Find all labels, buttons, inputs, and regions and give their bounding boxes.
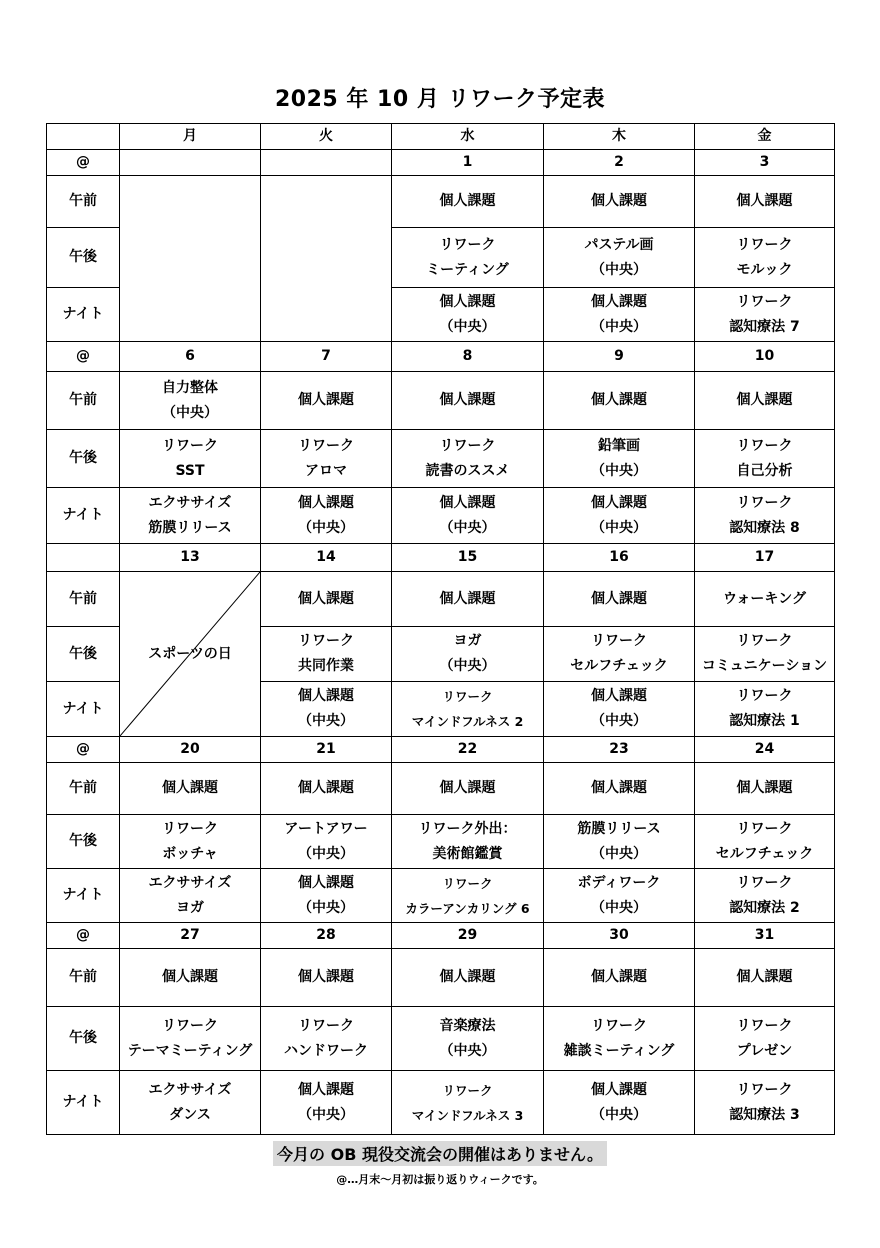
empty-merged-cell: [261, 176, 392, 342]
week-marker: @: [47, 923, 120, 949]
week-marker: @: [47, 342, 120, 372]
date-cell: 20: [120, 737, 261, 763]
activity-line: 美術館鑑賞: [432, 845, 503, 862]
slot-label: ナイト: [47, 682, 120, 737]
activity-line: マインドフルネス 2: [411, 714, 524, 729]
activity-line: 個人課題: [439, 494, 496, 511]
activity-line: リワーク: [442, 689, 493, 704]
schedule-cell: [392, 949, 544, 1007]
schedule-cell: [392, 176, 544, 228]
schedule-cell: [544, 627, 695, 682]
activity-line: 個人課題: [591, 688, 647, 704]
activity-line: カラーアンカリング 6: [405, 900, 530, 916]
holiday-label: スポーツの日: [148, 646, 232, 662]
schedule-cell: [392, 228, 544, 288]
day-header: 火: [261, 124, 392, 150]
slot-label: ナイト: [47, 488, 120, 544]
slot-label: 午後: [47, 815, 120, 869]
date-cell: 7: [261, 342, 392, 372]
activity-line: リワーク: [591, 633, 647, 649]
date-cell: 2: [544, 150, 695, 176]
schedule-cell: [261, 682, 392, 737]
schedule-cell: [261, 815, 392, 869]
schedule-cell: [392, 430, 544, 488]
day-header: 木: [544, 124, 695, 150]
activity-line: テーマミーティング: [127, 1042, 253, 1059]
schedule-cell: [544, 372, 695, 430]
date-cell: 16: [544, 544, 695, 572]
activity-line: リワーク: [442, 875, 493, 891]
schedule-cell: [695, 430, 835, 488]
activity-line: リワーク外出：: [418, 820, 517, 837]
schedule-cell: [392, 1071, 544, 1135]
slot-label: ナイト: [47, 1071, 120, 1135]
schedule-cell: [392, 488, 544, 544]
day-header: 月: [120, 124, 261, 150]
schedule-cell: [120, 869, 261, 923]
activity-line: SST: [175, 462, 205, 479]
slot-row-pm: [47, 430, 835, 488]
activity-line: 音楽療法: [439, 1017, 496, 1034]
activity-line: リワーク: [439, 236, 496, 253]
activity-line: 個人課題: [591, 193, 647, 209]
activity-line: リワーク: [298, 1017, 354, 1034]
activity-line: 認知療法 1: [729, 713, 800, 729]
activity-line: 個人課題: [298, 1081, 354, 1098]
activity-line: リワーク: [736, 874, 793, 891]
date-cell: 3: [695, 150, 835, 176]
empty-merged-cell: [120, 176, 261, 342]
activity-line: （中央）: [298, 713, 354, 729]
activity-line: 個人課題: [736, 392, 793, 408]
activity-line: 鉛筆画: [598, 437, 640, 454]
week-marker: [47, 544, 120, 572]
schedule-cell: [695, 682, 835, 737]
schedule-cell: [261, 763, 392, 815]
activity-line: 個人課題: [439, 392, 496, 408]
date-cell: 27: [120, 923, 261, 949]
slot-row-am: [47, 372, 835, 430]
schedule-cell: [392, 682, 544, 737]
activity-line: リワーク: [591, 1017, 647, 1034]
schedule-cell: [695, 869, 835, 923]
schedule-cell: [544, 430, 695, 488]
activity-line: アロマ: [305, 462, 347, 479]
activity-line: リワーク: [736, 633, 793, 649]
schedule-cell: [544, 869, 695, 923]
date-cell: 24: [695, 737, 835, 763]
ob-exchange-note-text: 今月の OB 現役交流会の開催はありません。: [273, 1141, 607, 1166]
activity-line: 認知療法 2: [729, 899, 800, 916]
slot-label: 午後: [47, 228, 120, 288]
activity-line: リワーク: [162, 437, 218, 454]
slot-row-pm: [47, 1007, 835, 1071]
schedule-cell: [544, 228, 695, 288]
day-header: 金: [695, 124, 835, 150]
date-cell: 28: [261, 923, 392, 949]
schedule-cell: [120, 430, 261, 488]
activity-line: 個人課題: [298, 780, 354, 796]
activity-line: 個人課題: [298, 392, 354, 408]
schedule-cell: [392, 1007, 544, 1071]
date-cell: 8: [392, 342, 544, 372]
date-cell: 29: [392, 923, 544, 949]
activity-line: パステル画: [584, 236, 654, 253]
slot-row-am: [47, 763, 835, 815]
activity-line: （中央）: [591, 519, 647, 536]
activity-line: （中央）: [439, 519, 496, 536]
slot-row-night: [47, 1071, 835, 1135]
schedule-cell: [695, 372, 835, 430]
schedule-cell: [392, 627, 544, 682]
activity-line: セルフチェック: [570, 658, 668, 674]
activity-line: 個人課題: [736, 193, 793, 209]
slot-row-night: [47, 869, 835, 923]
activity-line: リワーク: [736, 494, 793, 511]
activity-line: 個人課題: [298, 688, 354, 704]
activity-line: （中央）: [591, 899, 647, 916]
schedule-cell: [544, 763, 695, 815]
activity-line: リワーク: [736, 293, 793, 310]
schedule-cell: [120, 763, 261, 815]
activity-line: エクササイズ: [148, 494, 232, 511]
activity-line: 個人課題: [439, 969, 496, 985]
schedule-cell: [120, 949, 261, 1007]
activity-line: （中央）: [439, 318, 496, 335]
date-cell: 22: [392, 737, 544, 763]
review-week-legend: @…月末～月初は振り返りウィークです。: [336, 1173, 544, 1186]
schedule-cell: [695, 176, 835, 228]
slot-label: 午前: [47, 372, 120, 430]
activity-line: マインドフルネス 3: [411, 1107, 524, 1123]
activity-line: 個人課題: [591, 494, 647, 511]
activity-line: ダンス: [169, 1106, 211, 1123]
slot-label: 午前: [47, 176, 120, 228]
activity-line: 読書のススメ: [425, 462, 510, 479]
activity-line: （中央）: [162, 404, 218, 421]
activity-line: 個人課題: [439, 590, 496, 607]
activity-line: ヨガ: [453, 633, 482, 649]
activity-line: 個人課題: [439, 780, 496, 796]
date-cell: 31: [695, 923, 835, 949]
schedule-cell: [120, 1071, 261, 1135]
activity-line: （中央）: [298, 519, 354, 536]
date-cell: 21: [261, 737, 392, 763]
activity-line: （中央）: [591, 845, 647, 862]
slot-label: 午後: [47, 627, 120, 682]
schedule-cell: [695, 488, 835, 544]
activity-line: アートアワー: [284, 820, 368, 837]
schedule-cell: [544, 949, 695, 1007]
activity-line: リワーク: [736, 820, 793, 837]
activity-line: 筋膜リリース: [577, 820, 661, 837]
activity-line: （中央）: [439, 1042, 496, 1059]
activity-line: 個人課題: [439, 293, 496, 310]
date-cell: 23: [544, 737, 695, 763]
activity-line: （中央）: [591, 713, 647, 729]
date-cell: 30: [544, 923, 695, 949]
activity-line: セルフチェック: [715, 845, 814, 862]
slot-label: 午前: [47, 572, 120, 627]
schedule-cell: [392, 372, 544, 430]
schedule-cell: [261, 1071, 392, 1135]
activity-line: ミーティング: [426, 261, 509, 278]
activity-line: （中央）: [591, 261, 647, 278]
schedule-cell: [392, 763, 544, 815]
date-cell: 1: [392, 150, 544, 176]
slot-label: 午後: [47, 430, 120, 488]
schedule-cell: [261, 949, 392, 1007]
activity-line: ウォーキング: [722, 590, 807, 607]
schedule-cell: [695, 949, 835, 1007]
schedule-cell: [544, 682, 695, 737]
activity-line: リワーク: [442, 1082, 493, 1098]
holiday-cell: [120, 572, 261, 737]
schedule-table: [46, 123, 835, 1135]
activity-line: リワーク: [736, 1017, 793, 1034]
activity-line: 自力整体: [162, 379, 218, 396]
schedule-cell: [544, 176, 695, 228]
activity-line: （中央）: [591, 462, 647, 479]
activity-line: ヨガ: [176, 899, 204, 916]
date-cell: 9: [544, 342, 695, 372]
activity-line: （中央）: [439, 658, 496, 674]
activity-line: 自己分析: [736, 462, 793, 479]
schedule-cell: [695, 627, 835, 682]
activity-line: リワーク: [298, 437, 354, 454]
date-cell: 10: [695, 342, 835, 372]
slot-label: 午前: [47, 763, 120, 815]
slot-row-night: [47, 488, 835, 544]
schedule-cell: [544, 488, 695, 544]
slot-row-am: [47, 572, 835, 627]
activity-line: 個人課題: [298, 969, 354, 985]
activity-line: リワーク: [736, 437, 793, 454]
activity-line: 雑談ミーティング: [563, 1042, 675, 1059]
activity-line: 個人課題: [736, 780, 793, 796]
activity-line: （中央）: [591, 318, 647, 335]
activity-line: （中央）: [298, 845, 354, 862]
schedule-cell: [120, 1007, 261, 1071]
schedule-cell: [544, 288, 695, 342]
activity-line: 個人課題: [591, 1081, 647, 1098]
date-cell: 6: [120, 342, 261, 372]
date-row: [47, 150, 835, 176]
activity-line: 個人課題: [591, 780, 647, 796]
slot-label: ナイト: [47, 288, 120, 342]
activity-line: 個人課題: [162, 969, 218, 985]
activity-line: ボッチャ: [162, 845, 218, 862]
schedule-cell: [261, 869, 392, 923]
activity-line: 個人課題: [439, 193, 496, 209]
schedule-cell: [392, 288, 544, 342]
schedule-cell: [695, 815, 835, 869]
activity-line: 認知療法 8: [729, 519, 800, 536]
activity-line: （中央）: [298, 899, 354, 916]
activity-line: ボディワーク: [577, 874, 661, 891]
schedule-cell: [544, 1007, 695, 1071]
activity-line: （中央）: [298, 1106, 354, 1123]
schedule-cell: [392, 815, 544, 869]
date-cell: 15: [392, 544, 544, 572]
activity-line: ハンドワーク: [284, 1042, 368, 1059]
activity-line: 個人課題: [298, 874, 354, 891]
schedule-cell: [261, 430, 392, 488]
activity-line: （中央）: [591, 1106, 647, 1123]
slot-row-am: [47, 949, 835, 1007]
slot-label: 午後: [47, 1007, 120, 1071]
slot-row-am: [47, 176, 835, 228]
schedule-cell: [544, 572, 695, 627]
activity-line: 個人課題: [298, 494, 354, 511]
corner-cell: [47, 124, 120, 150]
activity-line: 共同作業: [298, 658, 354, 674]
activity-line: リワーク: [162, 820, 218, 837]
activity-line: エクササイズ: [148, 1081, 232, 1098]
activity-line: 個人課題: [591, 392, 647, 408]
schedule-cell: [120, 488, 261, 544]
activity-line: モルック: [736, 261, 793, 278]
activity-line: 認知療法 3: [729, 1106, 800, 1123]
date-cell: [120, 150, 261, 176]
date-row: [47, 737, 835, 763]
date-cell: 17: [695, 544, 835, 572]
activity-line: エクササイズ: [148, 874, 232, 891]
activity-line: 個人課題: [591, 969, 647, 985]
slot-label: ナイト: [47, 869, 120, 923]
ob-exchange-note: [0, 1141, 880, 1166]
activity-line: リワーク: [162, 1017, 218, 1034]
schedule-cell: [544, 1071, 695, 1135]
schedule-cell: [392, 869, 544, 923]
date-cell: 14: [261, 544, 392, 572]
activity-line: 認知療法 7: [729, 318, 800, 335]
date-cell: 13: [120, 544, 261, 572]
schedule-cell: [120, 815, 261, 869]
day-header: 水: [392, 124, 544, 150]
schedule-cell: [695, 1071, 835, 1135]
schedule-cell: [695, 572, 835, 627]
activity-line: リワーク: [736, 236, 793, 253]
schedule-cell: [120, 372, 261, 430]
week-marker: @: [47, 737, 120, 763]
activity-line: 個人課題: [162, 780, 218, 796]
date-row: [47, 544, 835, 572]
slot-row-pm: [47, 815, 835, 869]
schedule-cell: [695, 763, 835, 815]
date-row: [47, 923, 835, 949]
activity-line: リワーク: [439, 437, 496, 454]
schedule-cell: [695, 228, 835, 288]
activity-line: プレゼン: [736, 1042, 793, 1059]
schedule-cell: [261, 1007, 392, 1071]
header-row: [47, 124, 835, 150]
activity-line: 個人課題: [736, 969, 793, 985]
schedule-cell: [695, 288, 835, 342]
activity-line: リワーク: [736, 1081, 793, 1098]
schedule-cell: [261, 488, 392, 544]
date-row: [47, 342, 835, 372]
slot-label: 午前: [47, 949, 120, 1007]
activity-line: 個人課題: [591, 590, 647, 607]
page-title: 2025 年 10 月 リワーク予定表: [275, 87, 605, 112]
activity-line: リワーク: [298, 633, 354, 649]
schedule-cell: [695, 1007, 835, 1071]
schedule-cell: [544, 815, 695, 869]
activity-line: コミュニケーション: [701, 658, 828, 674]
schedule-cell: [261, 372, 392, 430]
schedule-cell: [392, 572, 544, 627]
activity-line: 筋膜リリース: [148, 519, 232, 536]
activity-line: 個人課題: [591, 293, 647, 310]
schedule-cell: [261, 627, 392, 682]
activity-line: リワーク: [736, 688, 793, 704]
date-cell: [261, 150, 392, 176]
activity-line: 個人課題: [298, 590, 354, 607]
schedule-cell: [261, 572, 392, 627]
week-marker: @: [47, 150, 120, 176]
